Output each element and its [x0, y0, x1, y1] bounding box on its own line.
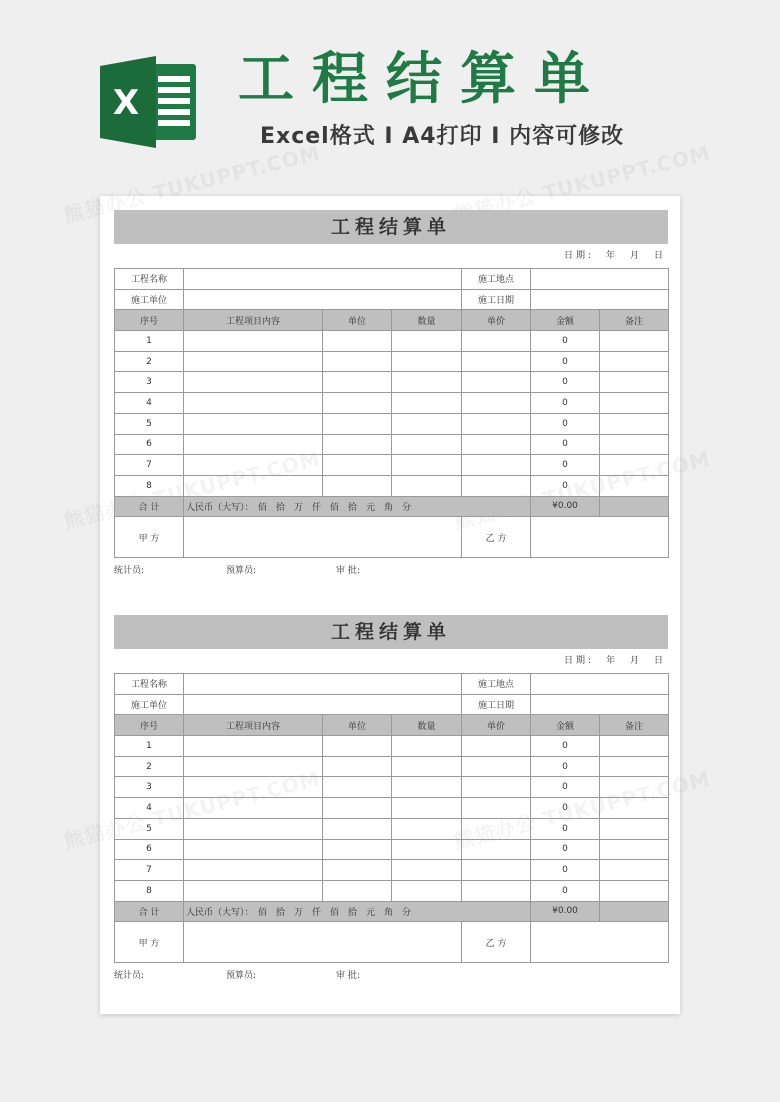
unit-cell[interactable] — [323, 434, 392, 455]
remark-cell[interactable] — [600, 798, 669, 819]
remark-cell[interactable] — [600, 393, 669, 414]
construction-site-field[interactable] — [531, 674, 669, 695]
construction-unit-label: 施工单位 — [115, 289, 184, 310]
unit-cell[interactable] — [323, 372, 392, 393]
rmb-uppercase-label: 人民币（大写）： 佰 拾 万 仟 佰 拾 元 角 分 — [184, 901, 531, 922]
price-cell[interactable] — [462, 351, 531, 372]
price-cell[interactable] — [462, 777, 531, 798]
row-no: 8 — [115, 475, 184, 496]
row-no: 2 — [115, 756, 184, 777]
remark-cell[interactable] — [600, 455, 669, 476]
content-cell[interactable] — [184, 372, 323, 393]
content-cell[interactable] — [184, 880, 323, 901]
row-no: 6 — [115, 839, 184, 860]
unit-cell[interactable] — [323, 475, 392, 496]
signature-row — [115, 922, 669, 963]
project-name-field[interactable] — [184, 674, 462, 695]
amount-cell: 0 — [531, 860, 600, 881]
settlement-form-1 — [114, 210, 668, 584]
remark-cell[interactable] — [600, 860, 669, 881]
row-no: 7 — [115, 455, 184, 476]
remark-cell[interactable] — [600, 331, 669, 352]
row-no: 8 — [115, 880, 184, 901]
column-header-row — [115, 715, 669, 736]
construction-date-field[interactable] — [531, 289, 669, 310]
row-no: 4 — [115, 393, 184, 414]
row-no: 2 — [115, 351, 184, 372]
amount-cell: 0 — [531, 434, 600, 455]
construction-unit-field[interactable] — [184, 694, 462, 715]
price-cell[interactable] — [462, 798, 531, 819]
construction-unit-field[interactable] — [184, 289, 462, 310]
col-header-quantity: 数量 — [392, 310, 462, 331]
table-row — [115, 798, 669, 819]
content-cell[interactable] — [184, 756, 323, 777]
unit-cell[interactable] — [323, 351, 392, 372]
price-cell[interactable] — [462, 818, 531, 839]
table-row — [115, 860, 669, 881]
col-header-amount: 金额 — [531, 310, 600, 331]
unit-cell[interactable] — [323, 880, 392, 901]
price-cell[interactable] — [462, 756, 531, 777]
remark-cell[interactable] — [600, 372, 669, 393]
amount-cell: 0 — [531, 736, 600, 757]
amount-cell: 0 — [531, 475, 600, 496]
total-amount: ¥0.00 — [531, 901, 600, 922]
content-cell[interactable] — [184, 475, 323, 496]
remark-cell[interactable] — [600, 351, 669, 372]
unit-cell[interactable] — [323, 798, 392, 819]
amount-cell: 0 — [531, 839, 600, 860]
amount-cell: 0 — [531, 880, 600, 901]
price-cell[interactable] — [462, 880, 531, 901]
quantity-cell[interactable] — [392, 860, 462, 881]
row-no: 6 — [115, 434, 184, 455]
table-row — [115, 818, 669, 839]
quantity-cell[interactable] — [392, 798, 462, 819]
quantity-cell[interactable] — [392, 736, 462, 757]
total-row — [115, 496, 669, 517]
unit-cell[interactable] — [323, 736, 392, 757]
price-cell[interactable] — [462, 331, 531, 352]
content-cell[interactable] — [184, 434, 323, 455]
amount-cell: 0 — [531, 331, 600, 352]
quantity-cell[interactable] — [392, 818, 462, 839]
rmb-uppercase-label: 人民币（大写）： 佰 拾 万 仟 佰 拾 元 角 分 — [184, 496, 531, 517]
total-label: 合 计 — [115, 901, 184, 922]
remark-cell[interactable] — [600, 839, 669, 860]
table-row — [115, 839, 669, 860]
project-name-label: 工程名称 — [115, 269, 184, 290]
table-row — [115, 413, 669, 434]
col-header-unit: 单位 — [323, 310, 392, 331]
construction-date-label: 施工日期 — [462, 289, 531, 310]
total-label: 合 计 — [115, 496, 184, 517]
price-cell[interactable] — [462, 455, 531, 476]
price-cell[interactable] — [462, 372, 531, 393]
row-no: 7 — [115, 860, 184, 881]
logo-letter: X — [112, 83, 140, 123]
amount-cell: 0 — [531, 413, 600, 434]
unit-cell[interactable] — [323, 413, 392, 434]
unit-cell[interactable] — [323, 756, 392, 777]
party-b-label: 乙 方 — [462, 922, 531, 963]
party-a-label: 甲 方 — [115, 922, 184, 963]
construction-site-label: 施工地点 — [462, 269, 531, 290]
col-header-quantity: 数量 — [392, 715, 462, 736]
row-no: 1 — [115, 331, 184, 352]
party-a-field[interactable] — [184, 922, 462, 963]
info-row — [115, 269, 669, 290]
party-a-field[interactable] — [184, 517, 462, 558]
settlement-form-2 — [114, 615, 668, 989]
table-row — [115, 756, 669, 777]
amount-cell: 0 — [531, 351, 600, 372]
row-no: 5 — [115, 818, 184, 839]
main-title: 工程结算单 — [238, 47, 608, 112]
amount-cell: 0 — [531, 756, 600, 777]
column-header-row — [115, 310, 669, 331]
unit-cell[interactable] — [323, 455, 392, 476]
amount-cell: 0 — [531, 455, 600, 476]
quantity-cell[interactable] — [392, 434, 462, 455]
remark-cell[interactable] — [600, 777, 669, 798]
date-line: 日期: 年 月 日 — [563, 656, 666, 666]
approval-label: 审 批: — [336, 971, 360, 982]
table-row — [115, 880, 669, 901]
party-b-field[interactable] — [531, 517, 669, 558]
table-row — [115, 331, 669, 352]
col-header-content: 工程项目内容 — [184, 715, 323, 736]
amount-cell: 0 — [531, 372, 600, 393]
col-header-content: 工程项目内容 — [184, 310, 323, 331]
content-cell[interactable] — [184, 351, 323, 372]
price-cell[interactable] — [462, 393, 531, 414]
content-cell[interactable] — [184, 839, 323, 860]
content-cell[interactable] — [184, 818, 323, 839]
construction-site-label: 施工地点 — [462, 674, 531, 695]
info-row — [115, 694, 669, 715]
unit-cell[interactable] — [323, 393, 392, 414]
price-cell[interactable] — [462, 413, 531, 434]
info-row — [115, 289, 669, 310]
approval-label: 审 批: — [336, 566, 360, 577]
content-cell[interactable] — [184, 413, 323, 434]
unit-cell[interactable] — [323, 839, 392, 860]
sub-title: Excel格式 I A4打印 I 内容可修改 — [260, 124, 625, 149]
remark-cell[interactable] — [600, 434, 669, 455]
construction-site-field[interactable] — [531, 269, 669, 290]
amount-cell: 0 — [531, 777, 600, 798]
info-row — [115, 674, 669, 695]
remark-cell[interactable] — [600, 736, 669, 757]
row-no: 4 — [115, 798, 184, 819]
row-no: 1 — [115, 736, 184, 757]
price-cell[interactable] — [462, 860, 531, 881]
form-footer — [114, 558, 668, 584]
total-remark — [600, 496, 669, 517]
remark-cell[interactable] — [600, 880, 669, 901]
content-cell[interactable] — [184, 798, 323, 819]
quantity-cell[interactable] — [392, 455, 462, 476]
signature-row — [115, 517, 669, 558]
remark-cell[interactable] — [600, 818, 669, 839]
table-row — [115, 475, 669, 496]
remark-cell[interactable] — [600, 475, 669, 496]
table-row — [115, 351, 669, 372]
amount-cell: 0 — [531, 393, 600, 414]
party-a-label: 甲 方 — [115, 517, 184, 558]
total-amount: ¥0.00 — [531, 496, 600, 517]
quantity-cell[interactable] — [392, 756, 462, 777]
unit-cell[interactable] — [323, 860, 392, 881]
col-header-price: 单价 — [462, 715, 531, 736]
project-name-field[interactable] — [184, 269, 462, 290]
form-title: 工程结算单 — [114, 615, 668, 649]
table-row — [115, 393, 669, 414]
construction-date-field[interactable] — [531, 694, 669, 715]
price-cell[interactable] — [462, 434, 531, 455]
price-cell[interactable] — [462, 475, 531, 496]
project-name-label: 工程名称 — [115, 674, 184, 695]
col-header-remark: 备注 — [600, 715, 669, 736]
quantity-cell[interactable] — [392, 331, 462, 352]
content-cell[interactable] — [184, 736, 323, 757]
amount-cell: 0 — [531, 818, 600, 839]
unit-cell[interactable] — [323, 818, 392, 839]
quantity-cell[interactable] — [392, 393, 462, 414]
budgeter-label: 预算员: — [226, 566, 257, 577]
quantity-cell[interactable] — [392, 839, 462, 860]
row-no: 3 — [115, 777, 184, 798]
table-row — [115, 777, 669, 798]
col-header-no: 序号 — [115, 310, 184, 331]
col-header-remark: 备注 — [600, 310, 669, 331]
table-row — [115, 455, 669, 476]
price-cell[interactable] — [462, 839, 531, 860]
date-line: 日期: 年 月 日 — [563, 251, 666, 261]
statistician-label: 统计员: — [114, 971, 145, 982]
total-remark — [600, 901, 669, 922]
statistician-label: 统计员: — [114, 566, 145, 577]
table-row — [115, 434, 669, 455]
unit-cell[interactable] — [323, 777, 392, 798]
price-cell[interactable] — [462, 736, 531, 757]
content-cell[interactable] — [184, 455, 323, 476]
remark-cell[interactable] — [600, 756, 669, 777]
party-b-label: 乙 方 — [462, 517, 531, 558]
quantity-cell[interactable] — [392, 413, 462, 434]
content-cell[interactable] — [184, 331, 323, 352]
form-title: 工程结算单 — [114, 210, 668, 244]
content-cell[interactable] — [184, 393, 323, 414]
remark-cell[interactable] — [600, 413, 669, 434]
unit-cell[interactable] — [323, 331, 392, 352]
form-footer — [114, 963, 668, 989]
col-header-no: 序号 — [115, 715, 184, 736]
quantity-cell[interactable] — [392, 351, 462, 372]
budgeter-label: 预算员: — [226, 971, 257, 982]
quantity-cell[interactable] — [392, 880, 462, 901]
table-row — [115, 372, 669, 393]
content-cell[interactable] — [184, 860, 323, 881]
party-b-field[interactable] — [531, 922, 669, 963]
quantity-cell[interactable] — [392, 475, 462, 496]
construction-unit-label: 施工单位 — [115, 694, 184, 715]
table-row — [115, 736, 669, 757]
col-header-unit: 单位 — [323, 715, 392, 736]
excel-logo-icon — [100, 56, 198, 148]
col-header-price: 单价 — [462, 310, 531, 331]
content-cell[interactable] — [184, 777, 323, 798]
row-no: 5 — [115, 413, 184, 434]
settlement-table — [114, 673, 669, 963]
settlement-table — [114, 268, 669, 558]
quantity-cell[interactable] — [392, 777, 462, 798]
amount-cell: 0 — [531, 798, 600, 819]
col-header-amount: 金额 — [531, 715, 600, 736]
row-no: 3 — [115, 372, 184, 393]
construction-date-label: 施工日期 — [462, 694, 531, 715]
total-row — [115, 901, 669, 922]
quantity-cell[interactable] — [392, 372, 462, 393]
